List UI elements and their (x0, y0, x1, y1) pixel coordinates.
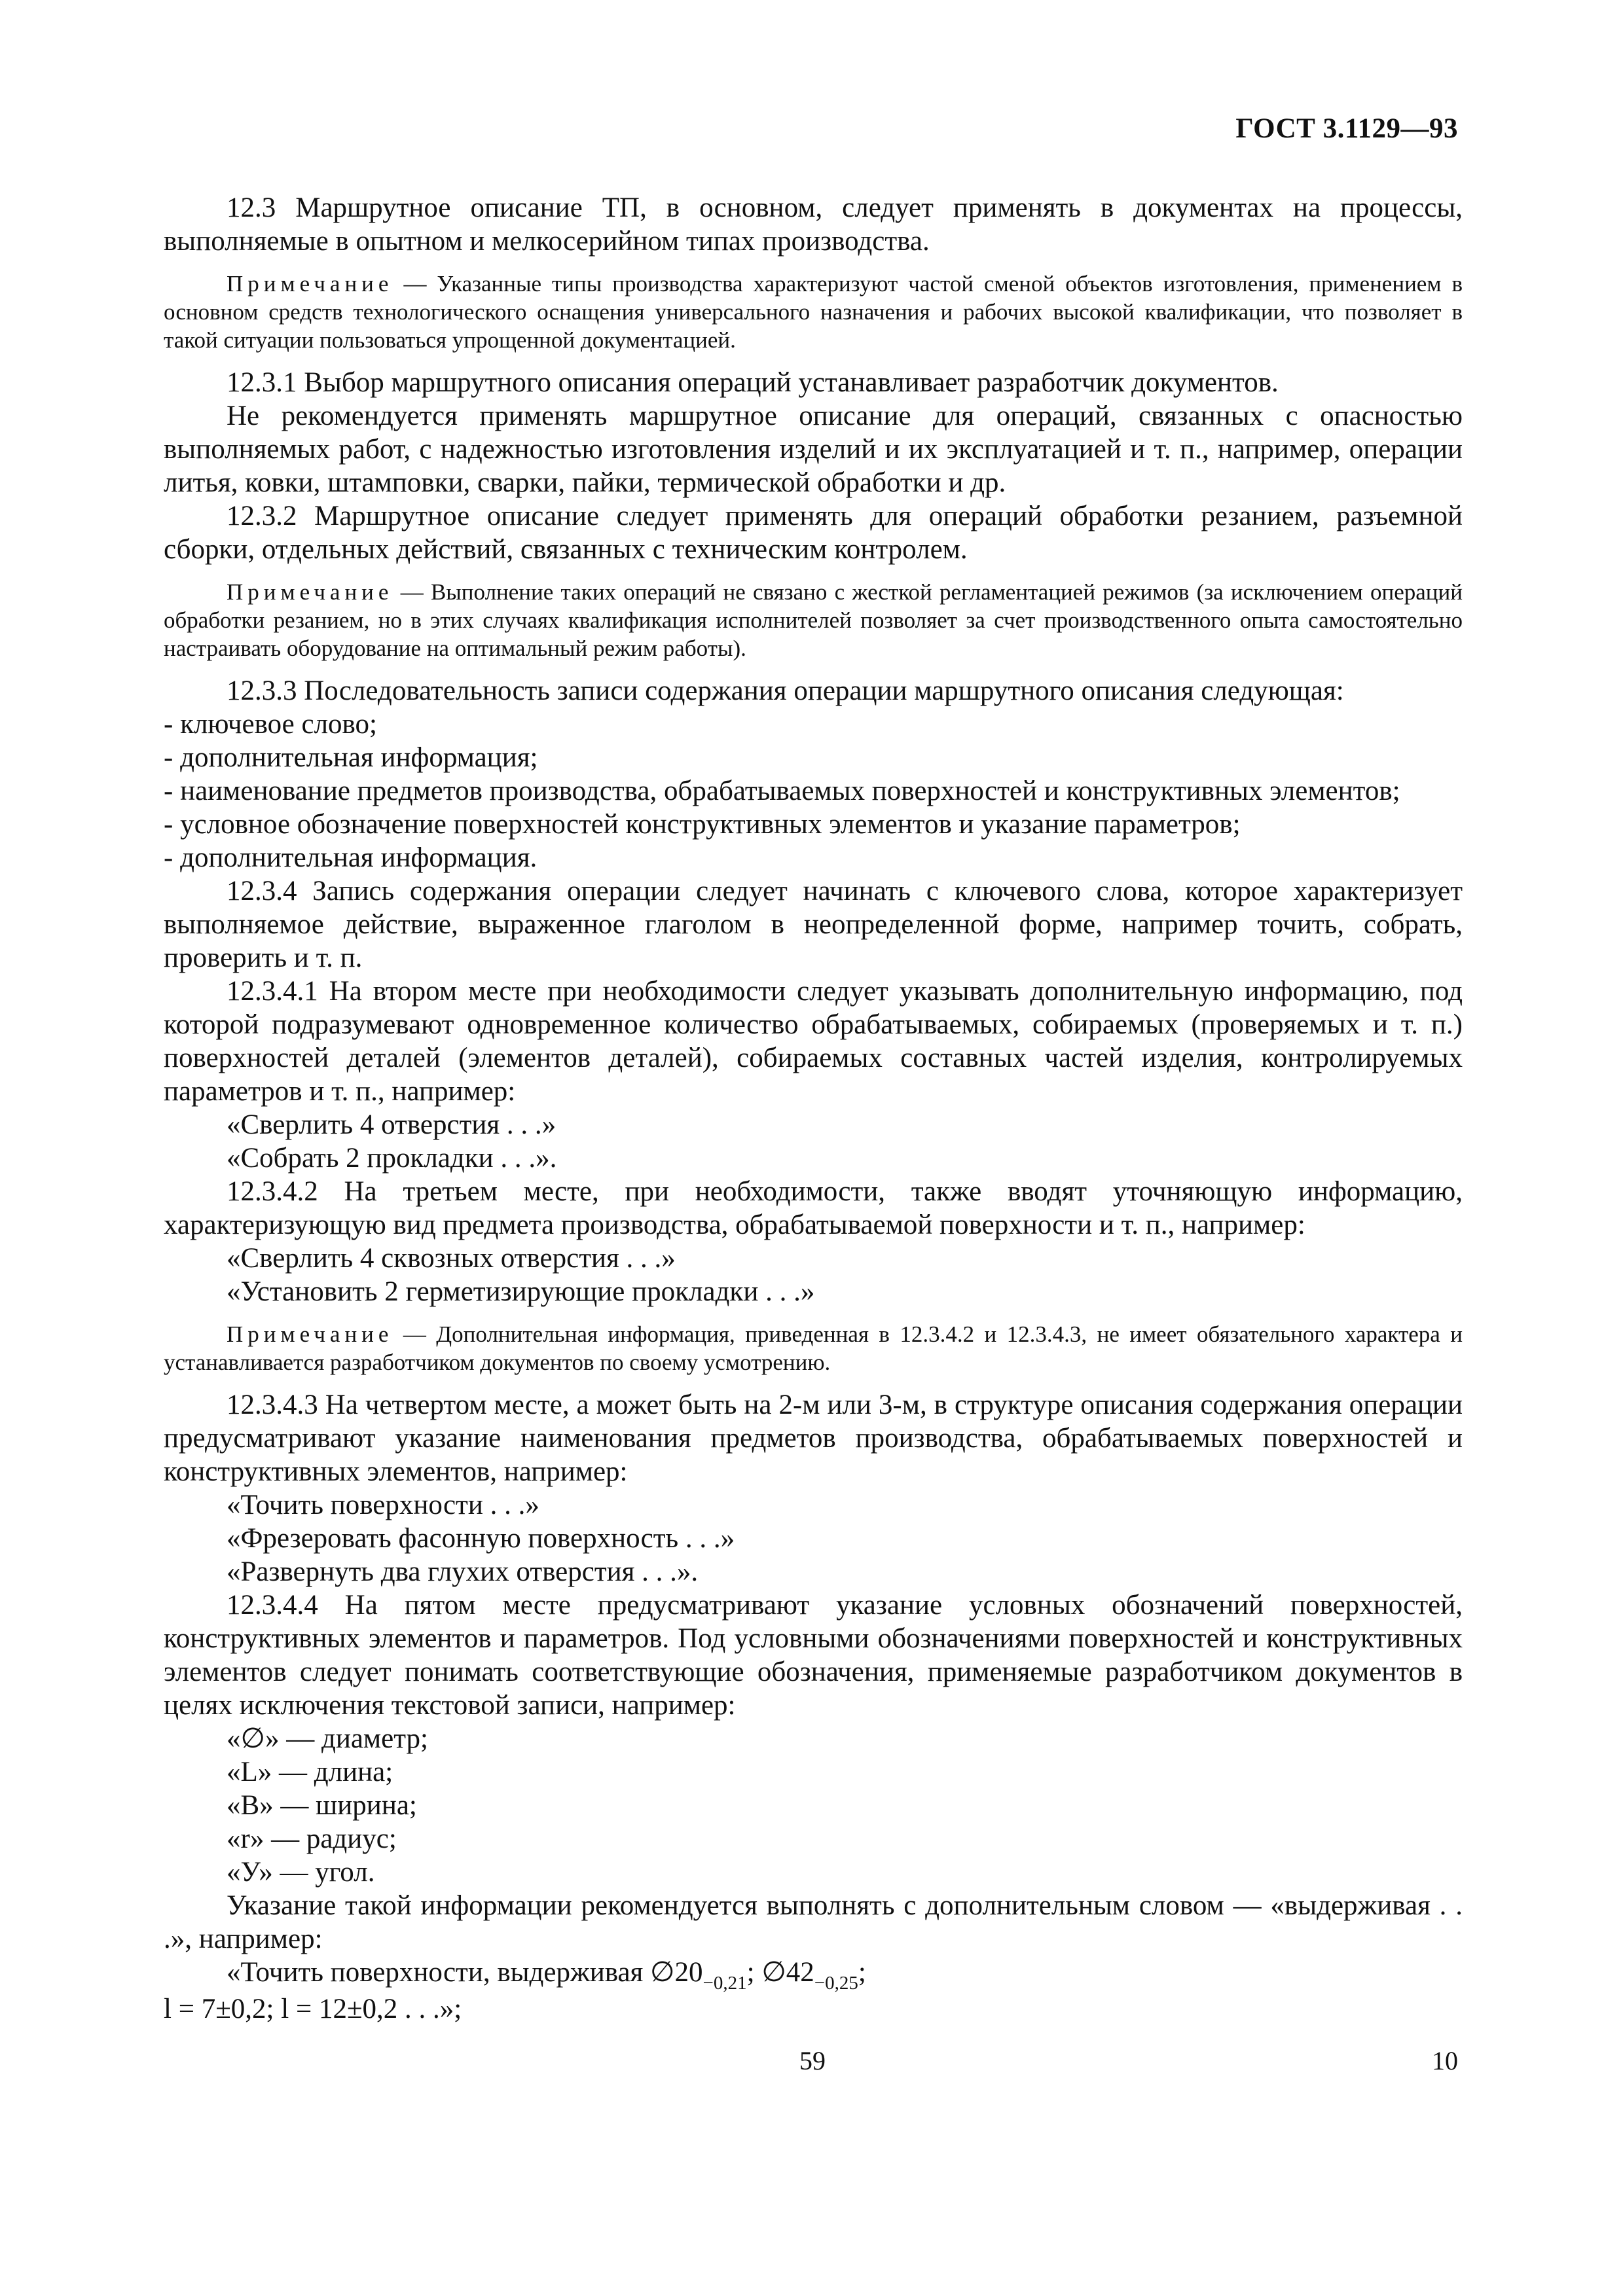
formula-line-1 (164, 1956, 1463, 1992)
paragraph-12-3-1-continued: Не рекомендуется применять маршрутное описание для операций, связанных с опасностью выполняемых работ, с надежностью изготовления изделий и их эксплуатацией и т. п., например, операции литья, ковки, штамповки, сварки, пайки, термической обработки и др. (164, 401, 1463, 498)
paragraph-12-3-4-2: 12.3.4.2 На третьем месте, при необходимости, также вводят уточняющую информацию, характеризующую вид предмета производства, обрабатываемой поверхности и т. п., например: (164, 1176, 1463, 1240)
symbol-line: «r» — радиус; (227, 1823, 397, 1854)
document-body (164, 191, 1463, 2026)
symbol-line: «∅» — диаметр; (227, 1723, 428, 1754)
formula-tolerance: −0,25 (814, 1973, 858, 1994)
document-code: ГОСТ 3.1129—93 (1235, 113, 1458, 144)
note-1 (164, 270, 1463, 354)
list-item: - дополнительная информация; (164, 742, 538, 773)
example-line: «Установить 2 герметизирующие прокладки . . .» (227, 1276, 815, 1307)
paragraph-12-3: 12.3 Маршрутное описание ТП, в основном, следует применять в документах на процессы, выполняемые в опытном и мелкосерийном типах производства. (164, 192, 1463, 257)
example-line: «Сверлить 4 сквозных отверстия . . .» (227, 1243, 676, 1274)
list-item: - условное обозначение поверхностей конструктивных элементов и указание параметров; (164, 809, 1241, 840)
formula-tolerance: −0,21 (702, 1973, 747, 1994)
paragraph-12-3-2: 12.3.2 Маршрутное описание следует применять для операций обработки резанием, разъемной сборки, отдельных действий, связанных с техническим контролем. (164, 501, 1463, 565)
symbol-line: «L» — длина; (227, 1757, 393, 1787)
note-2 (164, 578, 1463, 662)
example-line: «Точить поверхности . . .» (227, 1490, 539, 1520)
paragraph-12-3-3: 12.3.3 Последовательность записи содержания операции маршрутного описания следующая: (227, 675, 1344, 706)
symbol-line: «B» — ширина; (227, 1790, 417, 1821)
page-number: 59 (799, 2046, 826, 2075)
sheet-number: 10 (1432, 2046, 1458, 2075)
paragraph-ukazanie: Указание такой информации рекомендуется выполнять с дополнительным словом — «выдерживая . . .», например: (164, 1890, 1463, 1954)
formula-part: «Точить поверхности, выдерживая ∅20 (227, 1957, 703, 1988)
note-text: — Указанные типы производства характеризуют частой сменой объектов изготовления, применением в основном средств технологического оснащения универсального назначения и рабочих высокой квалификации, что позволяет в такой ситуации пользоваться упрощенной документацией. (164, 271, 1463, 353)
list-item: - наименование предметов производства, обрабатываемых поверхностей и конструктивных элементов; (164, 776, 1400, 806)
note-text: — Выполнение таких операций не связано с жесткой регламентацией режимов (за исключением операций обработки резанием, но в этих случаях квалификация исполнителей позволяет за счет производственного опыта самостоятельно настраивать оборудование на оптимальный режим работы). (164, 579, 1463, 661)
list-item: - дополнительная информация. (164, 842, 538, 873)
example-line: «Сверлить 4 отверстия . . .» (227, 1109, 556, 1140)
note-label: Примечание (227, 579, 393, 605)
paragraph-12-3-4-4: 12.3.4.4 На пятом месте предусматривают указание условных обозначений поверхностей, конструктивных элементов и параметров. Под условными обозначениями поверхностей и конструктивных элементов следует понимать соответствующие обозначения, применяемые разработчиком документов в целях исключения текстовой записи, например: (164, 1590, 1463, 1721)
paragraph-12-3-4: 12.3.4 Запись содержания операции следует начинать с ключевого слова, которое характеризует выполняемое действие, выраженное глаголом в неопределенной форме, например точить, собрать, проверить и т. п. (164, 876, 1463, 973)
example-line: «Собрать 2 прокладки . . .». (227, 1143, 557, 1174)
note-label: Примечание (227, 1321, 393, 1347)
note-text: — Дополнительная информация, приведенная в 12.3.4.2 и 12.3.4.3, не имеет обязательного характера и устанавливается разработчиком документов по своему усмотрению. (164, 1321, 1463, 1375)
symbol-line: «У» — угол. (227, 1857, 375, 1888)
paragraph-12-3-1: 12.3.1 Выбор маршрутного описания операций устанавливает разработчик документов. (227, 367, 1279, 398)
formula-line-2: l = 7±0,2; l = 12±0,2 . . .»; (164, 1994, 462, 2024)
formula-part: ; ∅42 (746, 1957, 814, 1988)
example-line: «Фрезеровать фасонную поверхность . . .» (227, 1523, 735, 1554)
note-label: Примечание (227, 271, 393, 296)
formula-part: ; (858, 1957, 866, 1988)
paragraph-12-3-4-1: 12.3.4.1 На втором месте при необходимости следует указывать дополнительную информацию, под которой подразумевают одновременное количество обрабатываемых, собираемых (проверяемых и т. п.) поверхностей деталей (элементов деталей), собираемых составных частей изделия, контролируемых параметров и т. п., например: (164, 976, 1463, 1107)
note-3 (164, 1320, 1463, 1376)
paragraph-12-3-4-3: 12.3.4.3 На четвертом месте, а может быть на 2-м или 3-м, в структуре описания содержания операции предусматривают указание наименования предметов производства, обрабатываемых поверхностей и конструктивных элементов, например: (164, 1390, 1463, 1487)
example-line: «Развернуть два глухих отверстия . . .». (227, 1556, 699, 1587)
list-item: - ключевое слово; (164, 709, 377, 740)
